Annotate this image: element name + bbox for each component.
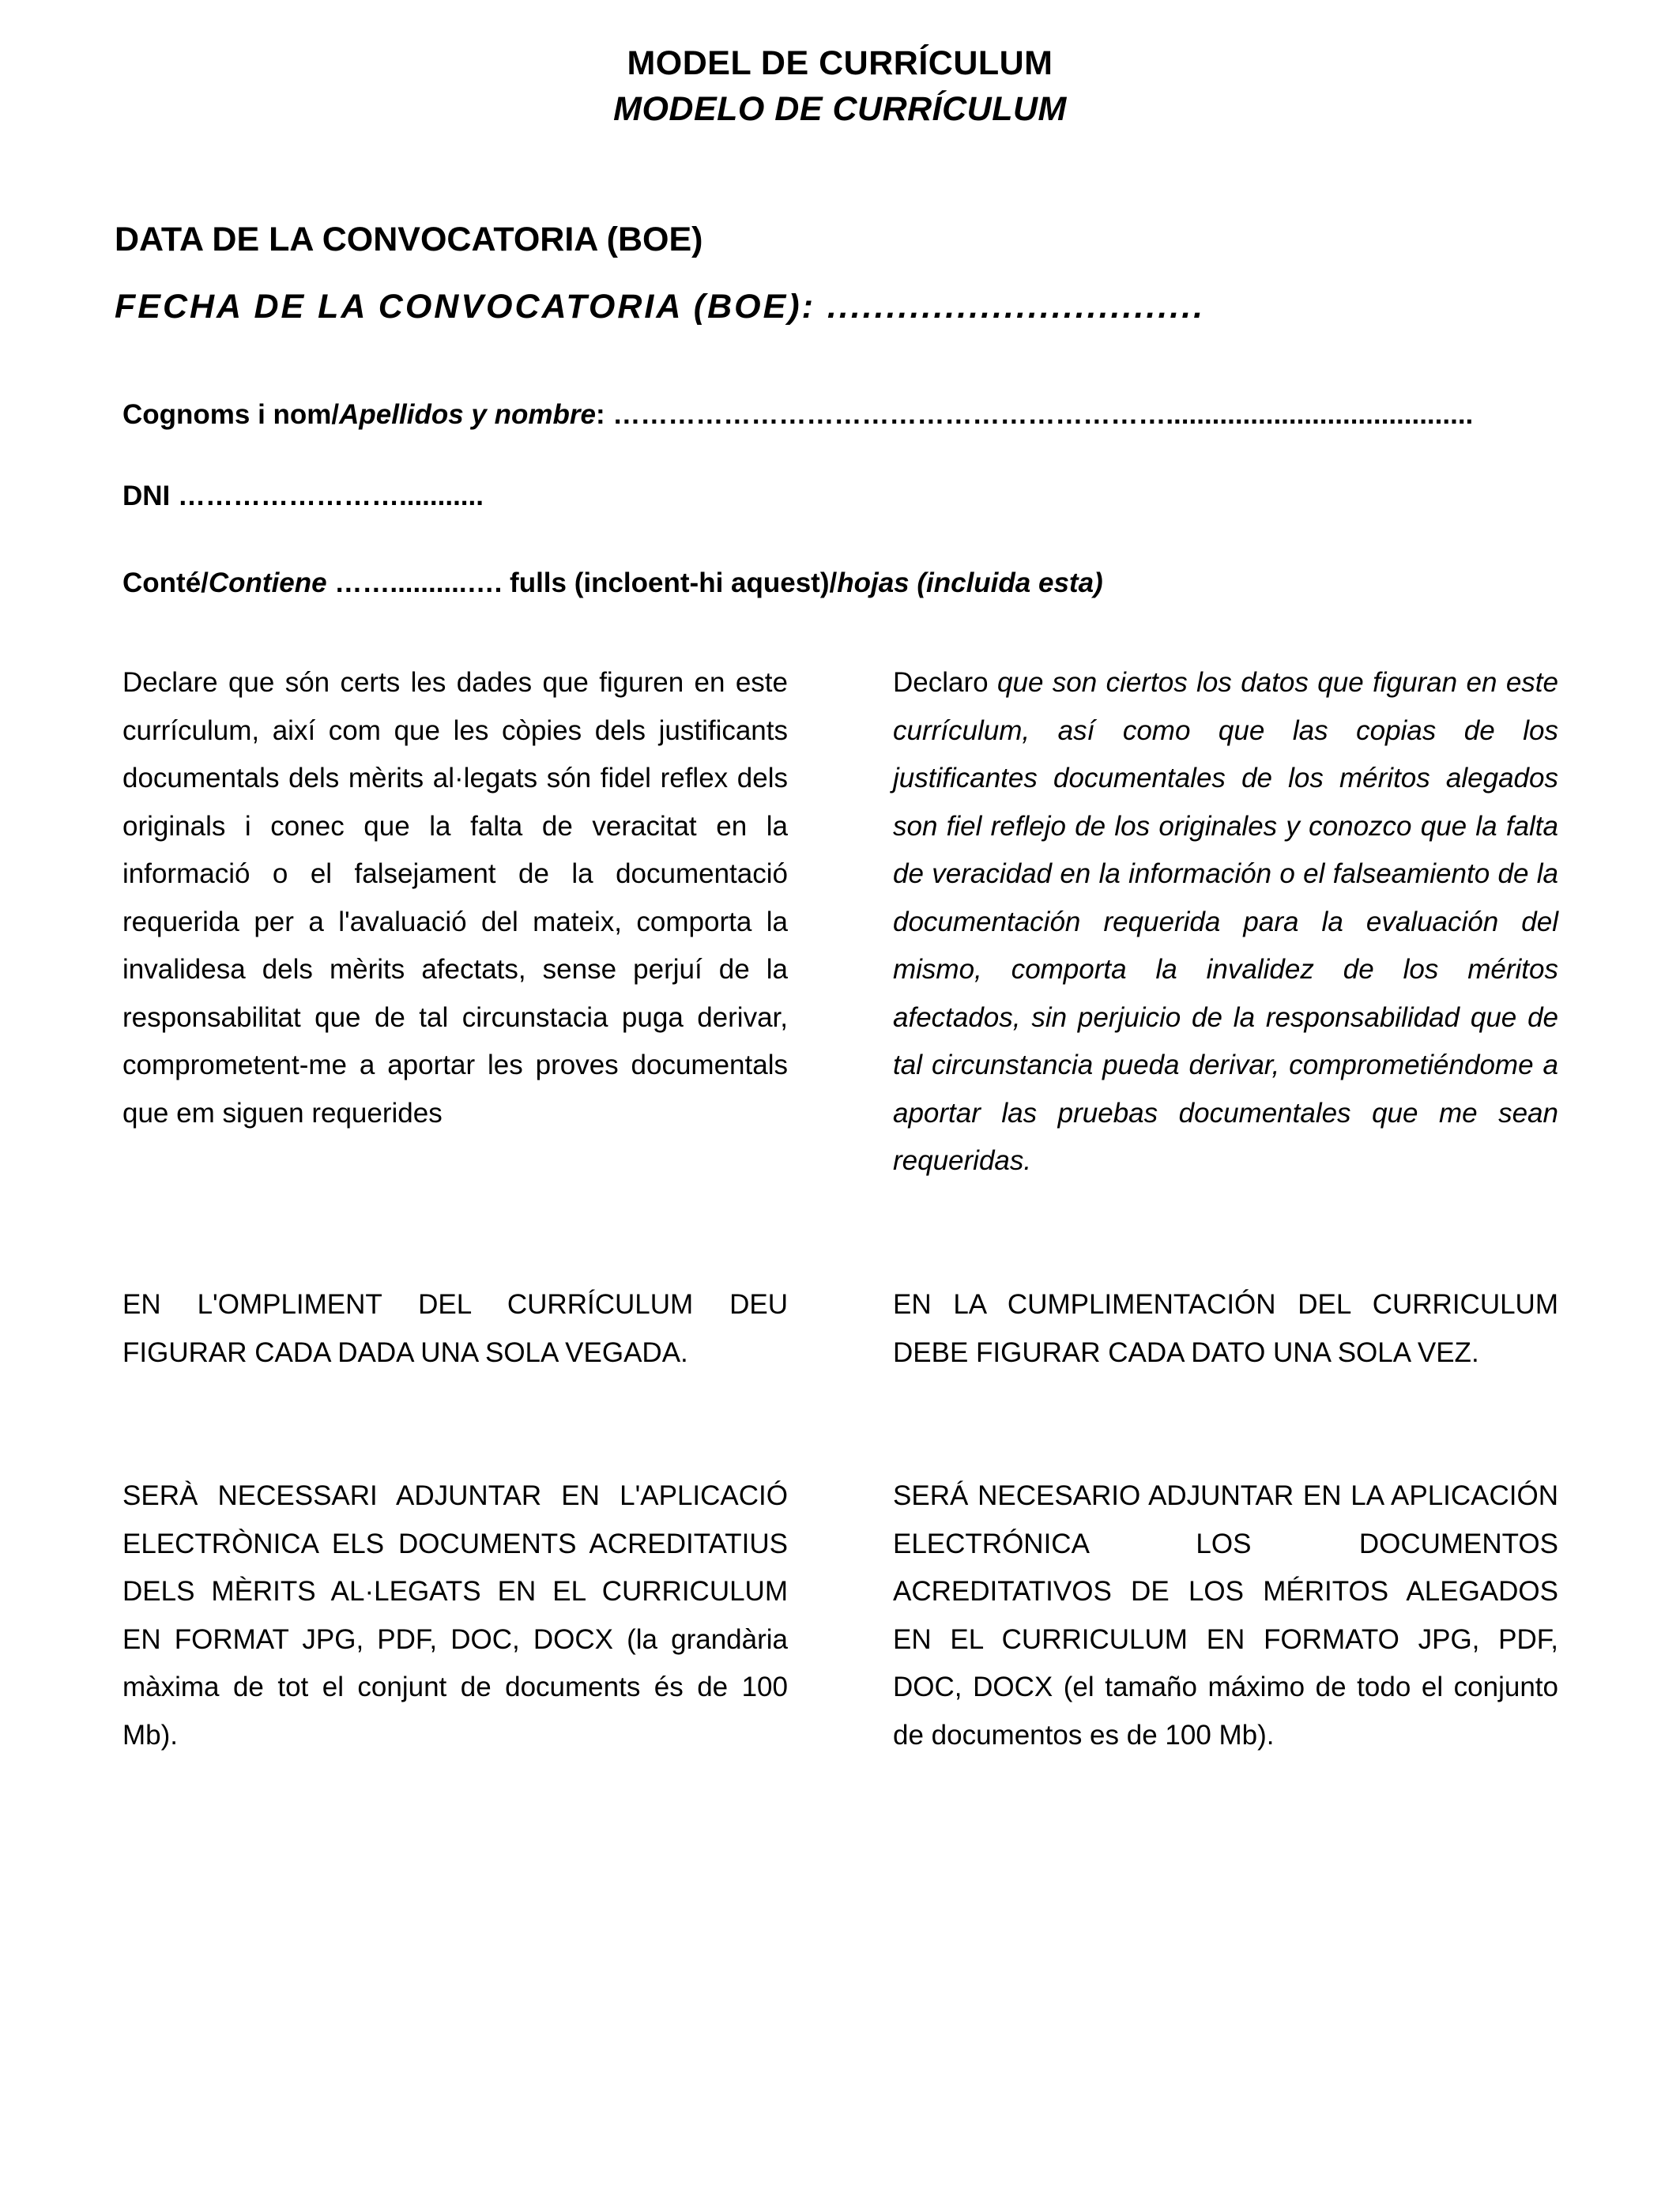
fill-notice-spanish: EN LA CUMPLIMENTACIÓN DEL CURRICULUM DEBE FIGURAR CADA DATO UNA SOLA VEZ. — [893, 1289, 1558, 1368]
fill-notice-catalan: EN L'OMPLIMENT DEL CURRÍCULUM DEU FIGURAR CADA DADA UNA SOLA VEGADA. — [122, 1289, 788, 1368]
attachment-notice-catalan: SERÀ NECESSARI ADJUNTAR EN L'APLICACIÓ ELECTRÒNICA ELS DOCUMENTS ACREDITATIUS DELS MÈRITS AL·LEGATS EN EL CURRICULUM EN FORMAT JPG, PDF, DOC, DOCX (la grandària màxima de tot el conjunt de documents és de 100 Mb). — [122, 1480, 788, 1751]
declaration-spanish-body: que son ciertos los datos que figuran en este currículum, así como que las copias de los justificantes documentales de los méritos alegados son fiel reflejo de los originales y conozco que la falta de veracidad en la información o el falseamiento de la documentación requerida para la evaluación del mismo, comporta la invalidez de los méritos afectados, sin perjuicio de la responsabilidad que de tal circunstancia pueda derivar, comprometiéndome a aportar las pruebas documentales que me sean requeridas. — [893, 667, 1558, 1176]
name-dotted-line: : ……………………………………………………........................................ — [595, 399, 1474, 430]
declaration-catalan: Declare que són certs les dades que figuren en este currículum, així com que les còpies dels justificants documentals dels mèrits al·legats són fidel reflex dels originals i conec que la falta de veracitat en la informació o el falsejament de la documentació requerida per a l'avaluació del mateix, comporta la invalidesa dels mèrits afectats, sense perjuí de la responsabilitat que de tal circunstacia puga derivar, comprometent-me a aportar les proves documentals que em siguen requerides — [122, 667, 788, 1129]
dni-field: DNI ……………………........... — [122, 481, 484, 511]
name-field — [122, 395, 1473, 435]
declaration-spanish — [893, 659, 1558, 1186]
convocatoria-date-heading-spanish: FECHA DE LA CONVOCATORIA (BOE): ................................ — [115, 288, 1206, 326]
pages-count-field — [122, 564, 1103, 603]
name-label-spanish: Apellidos y nombre — [339, 399, 596, 430]
pages-label-spanish: Contiene — [208, 567, 327, 598]
pages-count-line: ……..........…. fulls (incloent-hi aquest)/ — [326, 567, 838, 598]
attachment-notice-spanish: SERÁ NECESARIO ADJUNTAR EN LA APLICACIÓN ELECTRÓNICA LOS DOCUMENTOS ACREDITATIVOS DE LOS MÉRITOS ALEGADOS EN EL CURRICULUM EN FORMATO JPG, PDF, DOC, DOCX (el tamaño máximo de todo el conjunto de documentos es de 100 Mb). — [893, 1480, 1558, 1751]
document-title-spanish: MODELO DE CURRÍCULUM — [613, 90, 1067, 128]
pages-suffix-spanish: hojas (incluida esta) — [837, 567, 1103, 598]
pages-label-catalan: Conté/ — [122, 567, 209, 598]
convocatoria-date-heading-catalan: DATA DE LA CONVOCATORIA (BOE) — [115, 221, 703, 258]
name-label-catalan: Cognoms i nom/ — [122, 399, 340, 430]
declaration-spanish-first-word: Declaro — [893, 667, 989, 698]
document-title-catalan: MODEL DE CURRÍCULUM — [627, 44, 1053, 82]
